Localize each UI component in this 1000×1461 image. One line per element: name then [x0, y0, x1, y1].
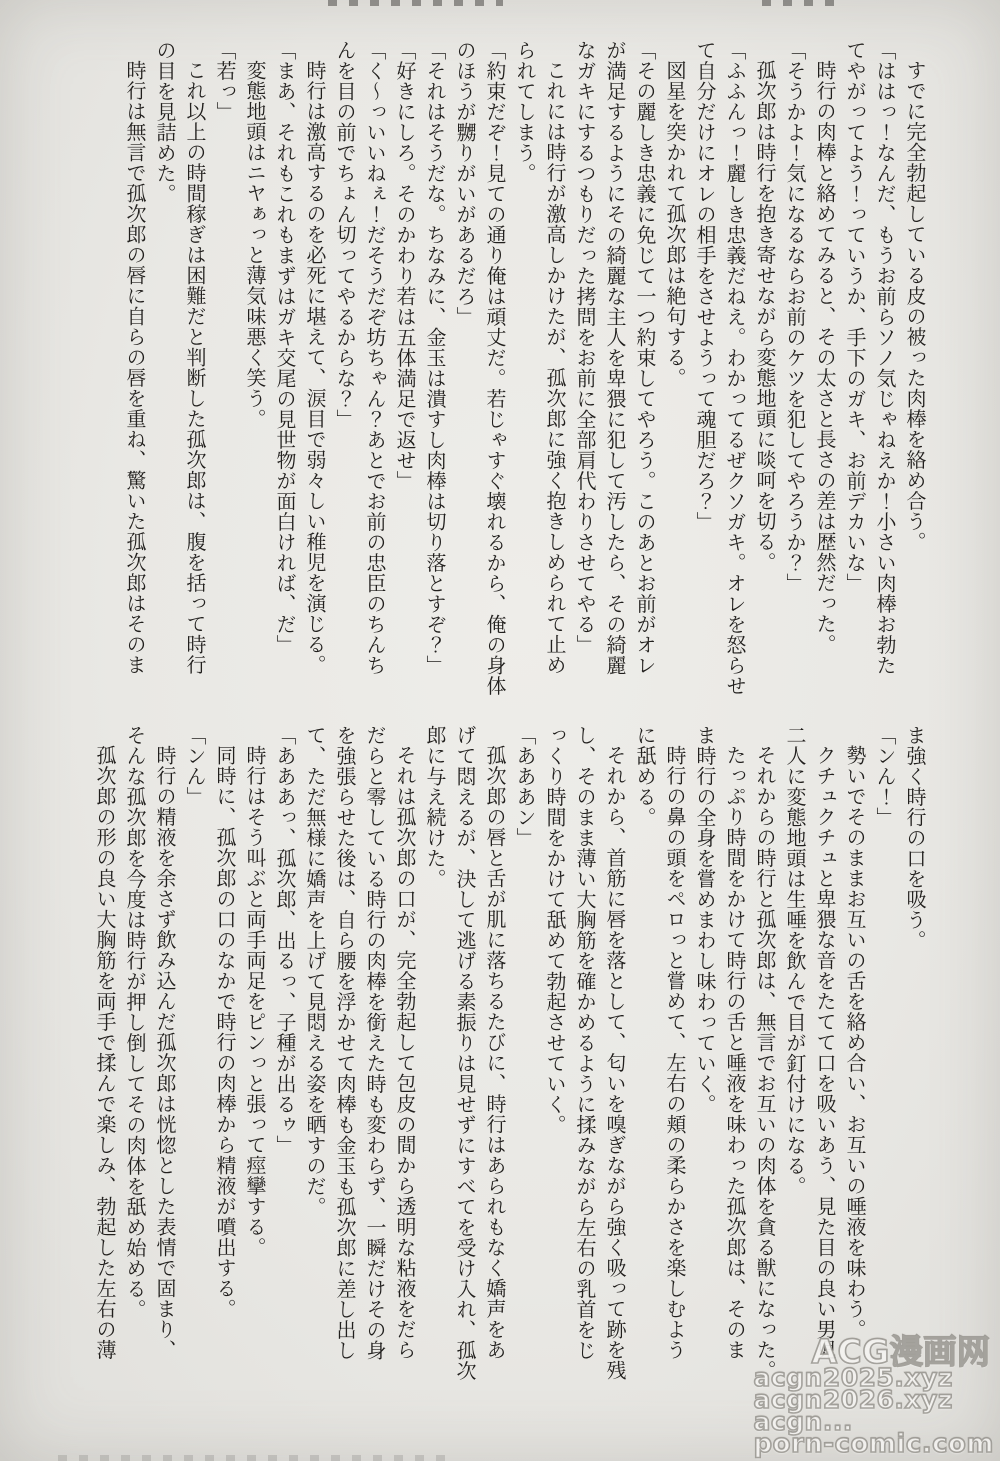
text-column: 時行は無言で孤次郎の唇に自らの唇を重ね、驚いた孤次郎はそのま: [123, 60, 147, 675]
text-column: 同時に、孤次郎の口のなかで時行の肉棒から精液が噴出する。: [213, 745, 237, 1319]
watermark-site-name: ACG漫画网: [811, 1332, 991, 1371]
text-column: 孤次郎の形の良い大胸筋を両手で揉んで楽しみ、勃起した左右の薄: [93, 745, 117, 1360]
text-column: 図星を突かれて孤次郎は絶句する。: [663, 60, 687, 388]
text-column: それは孤次郎の口が、完全勃起して包皮の間から透明な粘液をだら: [393, 745, 417, 1360]
text-column: のほうが嬲りがいがあるだろ」: [453, 40, 477, 327]
text-column: クチュクチュと卑猥な音をたてて口を吸いあう、見た目の良い男児: [813, 745, 837, 1360]
text-column: なガキにするつもりだった拷問をお前に全部肩代わりさせてやる」: [573, 40, 597, 655]
text-column: 時行の鼻の頭をペロっと嘗めて、左右の頬の柔らかさを楽しむよう: [663, 745, 687, 1360]
text-column: 「ははっ！なんだ、もうお前らソノ気じゃねえか！小さい肉棒お勃た: [873, 40, 897, 676]
text-column: に舐める。: [633, 725, 657, 828]
text-column: それからの時行と孤次郎は、無言でお互いの肉体を貪る獣になった。: [753, 745, 777, 1381]
text-column: 「それはそうだな。ちなみに、金玉は潰すし肉棒は切り落とすぞ？」: [423, 40, 447, 676]
watermark-url-4: porn-comic.com: [753, 1429, 994, 1459]
text-column: これには時行が激高しかけたが、孤次郎に強く抱きしめられて止め: [543, 60, 567, 675]
text-column: て、ただ無様に嬌声を上げて見悶える姿を晒すのだ。: [303, 725, 327, 1217]
text-column: 「まあ、それもこれもまずはガキ交尾の見世物が面白ければ、だ」: [273, 40, 297, 655]
text-column: っくり時間をかけて舐めて勃起させていく。: [543, 725, 567, 1135]
text-column: 「ふふんっ！麗しき忠義だねえ。わかってるぜクソガキ。オレを怒らせ: [723, 40, 747, 696]
text-column: 「好きにしろ。そのかわり若は五体満足で返せ」: [393, 40, 417, 491]
text-column: が満足するようにその綺麗な主人を卑猥に犯して汚したら、その綺麗: [603, 40, 627, 676]
text-column: 「ンん！」: [873, 725, 897, 828]
text-column: これ以上の時間稼ぎは困難だと判断した孤次郎は、腹を括って時行: [183, 60, 207, 675]
text-column: だらと零している時行の肉棒を銜えた時も変わらず、一瞬だけその身: [363, 725, 387, 1361]
text-column: すでに完全勃起している皮の被った肉棒を絡め合う。: [903, 60, 927, 552]
scan-artifact-top-left: [328, 0, 503, 6]
watermark-url-1: acgn2025.xyz: [753, 1363, 953, 1392]
text-column: げて悶えるが、決して逃げる素振りは見せずにすべてを受け入れ、孤次: [453, 725, 477, 1381]
text-column: 「その麗しき忠義に免じて一つ約束してやろう。このあとお前がオレ: [633, 40, 657, 676]
text-column: ま強く時行の口を吸う。: [903, 725, 927, 951]
text-column: られてしまう。: [513, 40, 537, 184]
text-column: 時行はそう叫ぶと両手両足をピンっと張って痙攣する。: [243, 745, 267, 1258]
text-column: ま時行の全身を嘗めまわし味わっていく。: [693, 725, 717, 1115]
text-column: 孤次郎は時行を抱き寄せながら変態地頭に啖呵を切る。: [753, 60, 777, 573]
watermark-url-3: acgn...: [753, 1407, 853, 1436]
text-column: 「あああっ、孤次郎、出るっ、子種が出るゥ」: [273, 725, 297, 1156]
text-column: 「約束だぞ！見ての通り俺は頑丈だ。若じゃすぐ壊れるから、俺の身体: [483, 40, 507, 696]
text-block-top: [120, 40, 930, 696]
text-column: 勢いでそのままお互いの舌を絡め合い、お互いの唾液を味わう。: [843, 745, 867, 1340]
text-column: て自分だけにオレの相手をさせようって魂胆だろ？」: [693, 40, 717, 532]
text-column: 時行は激高するのを必死に堪えて、涙目で弱々しい稚児を演じる。: [303, 60, 327, 675]
text-column: 二人に変態地頭は生唾を飲んで目が釘付けになる。: [783, 725, 807, 1197]
text-column: 孤次郎の唇と舌が肌に落ちるたびに、時行はあられもなく嬌声をあ: [483, 745, 507, 1360]
text-column: 「若っ」: [213, 40, 237, 122]
scan-artifact-bottom: [58, 1455, 448, 1461]
text-column: 「ンん」: [183, 725, 207, 807]
text-column: 郎に与え続けた。: [423, 725, 447, 889]
text-column: し、そのまま薄い大胸筋を確かめるように揉みながら左右の乳首をじ: [573, 725, 597, 1361]
text-column: 時行の精液を余さず飲み込んだ孤次郎は恍惚とした表情で固まり、: [153, 745, 177, 1360]
text-column: 「そうかよ！気になるならお前のケツを犯してやろうか？」: [783, 40, 807, 594]
text-column: 「あああン」: [513, 725, 537, 848]
text-column: それから、首筋に唇を落として、匂いを嗅ぎながら強く吸って跡を残: [603, 745, 627, 1381]
text-column: 変態地頭はニヤぁっと薄気味悪く笑う。: [243, 60, 267, 429]
text-column: そんな孤次郎を今度は時行が押し倒してその肉体を舐め始める。: [123, 725, 147, 1320]
watermark-url-2: acgn2026.xyz: [753, 1385, 953, 1414]
text-column: を強張らせた後は、自ら腰を浮かせて肉棒も金玉も孤次郎に差し出し: [333, 725, 357, 1361]
text-column: 時行の肉棒と絡めてみると、その太さと長さの差は歴然だった。: [813, 60, 837, 655]
text-column: の目を見詰めた。: [153, 40, 177, 204]
text-column: んを目の前でちょん切ってやるからな？」: [333, 40, 357, 430]
text-column: 「く～っいいねぇ！だそうだぞ坊ちゃん？あとでお前の忠臣のちんち: [363, 40, 387, 676]
scan-artifact-top-right: [762, 0, 844, 6]
text-column: たっぷり時間をかけて時行の舌と唾液を味わった孤次郎は、そのま: [723, 745, 747, 1360]
text-column: てやがってよう！っていうか、手下のガキ、お前デカいな」: [843, 40, 867, 594]
